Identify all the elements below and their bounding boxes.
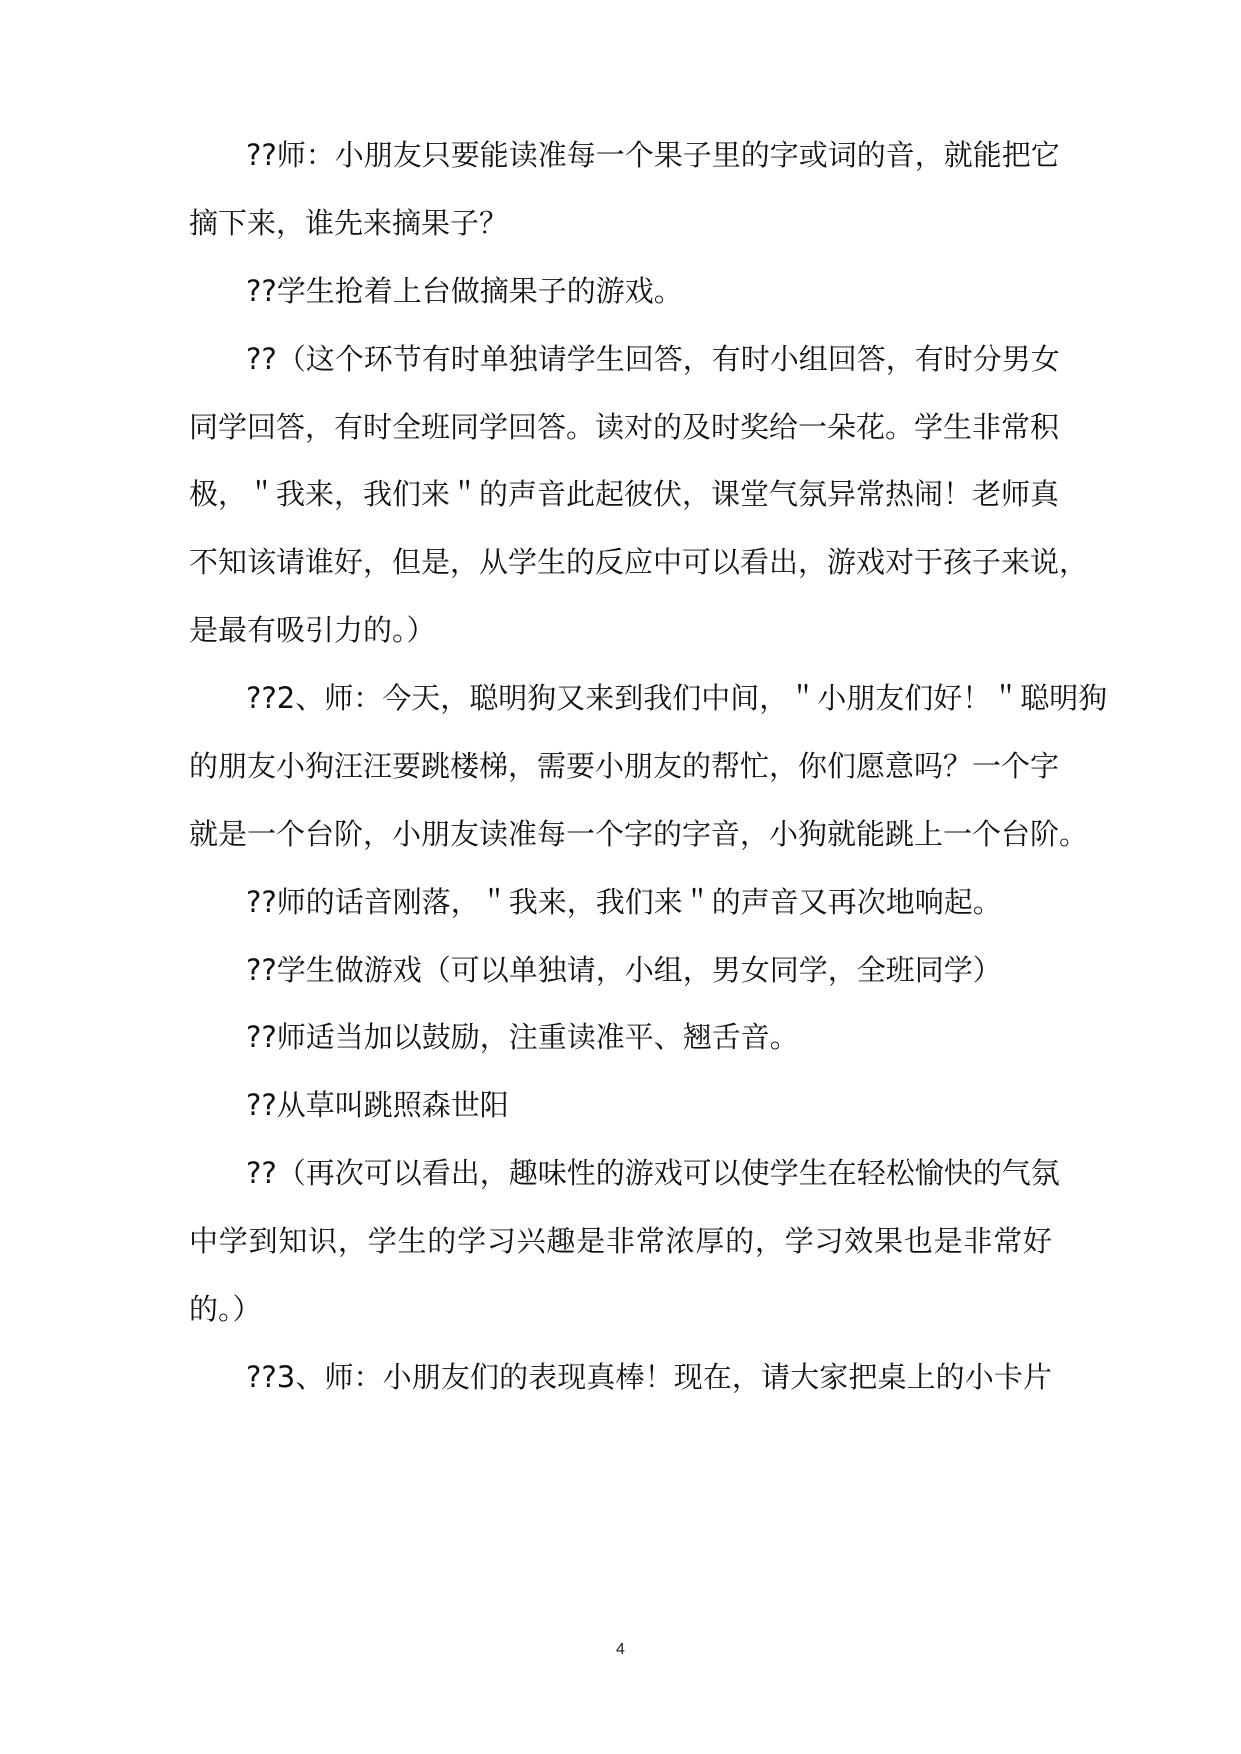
paragraph-line: 的朋友小狗汪汪要跳楼梯，需要小朋友的帮忙，你们愿意吗？一个字 (189, 749, 1060, 783)
paragraph-line: ??3、师：小朋友们的表现真棒！现在，请大家把桌上的小卡片 (246, 1360, 1052, 1394)
paragraph-line: 就是一个台阶，小朋友读准每一个字的字音，小狗就能跳上一个台阶。 (189, 817, 1089, 851)
paragraph-line: 极，＂我来，我们来＂的声音此起彼伏，课堂气氛异常热闹！老师真 (189, 477, 1060, 511)
paragraph-line: ??学生做游戏（可以单独请，小组，男女同学，全班同学） (246, 953, 1002, 987)
paragraph-line: ??从草叫跳照森世阳 (246, 1088, 509, 1122)
paragraph-line: 同学回答，有时全班同学回答。读对的及时奖给一朵花。学生非常积 (189, 410, 1060, 444)
paragraph-line: 中学到知识，学生的学习兴趣是非常浓厚的，学习效果也是非常好 (189, 1224, 1052, 1258)
paragraph-line: ??师：小朋友只要能读准每一个果子里的字或词的音，就能把它 (246, 138, 1060, 172)
paragraph-line: 不知该请谁好，但是，从学生的反应中可以看出，游戏对于孩子来说， (189, 545, 1089, 579)
paragraph-line: ??（这个环节有时单独请学生回答，有时小组回答，有时分男女 (246, 342, 1060, 376)
paragraph-line: ??师的话音刚落，＂我来，我们来＂的声音又再次地响起。 (246, 885, 1002, 919)
paragraph-line: ??学生抢着上台做摘果子的游戏。 (246, 274, 683, 308)
paragraph-line: 的。） (189, 1292, 262, 1326)
paragraph-line: ??（再次可以看出，趣味性的游戏可以使学生在轻松愉快的气氛 (246, 1156, 1060, 1190)
paragraph-line: 是最有吸引力的。） (189, 613, 436, 647)
paragraph-line: ??师适当加以鼓励，注重读准平、翘舌音。 (246, 1020, 799, 1054)
paragraph-line: ??2、师：今天，聪明狗又来到我们中间，＂小朋友们好！＂聪明狗 (246, 681, 1108, 715)
page-number: 4 (616, 1641, 625, 1658)
paragraph-line: 摘下来，谁先来摘果子？ (189, 206, 509, 240)
